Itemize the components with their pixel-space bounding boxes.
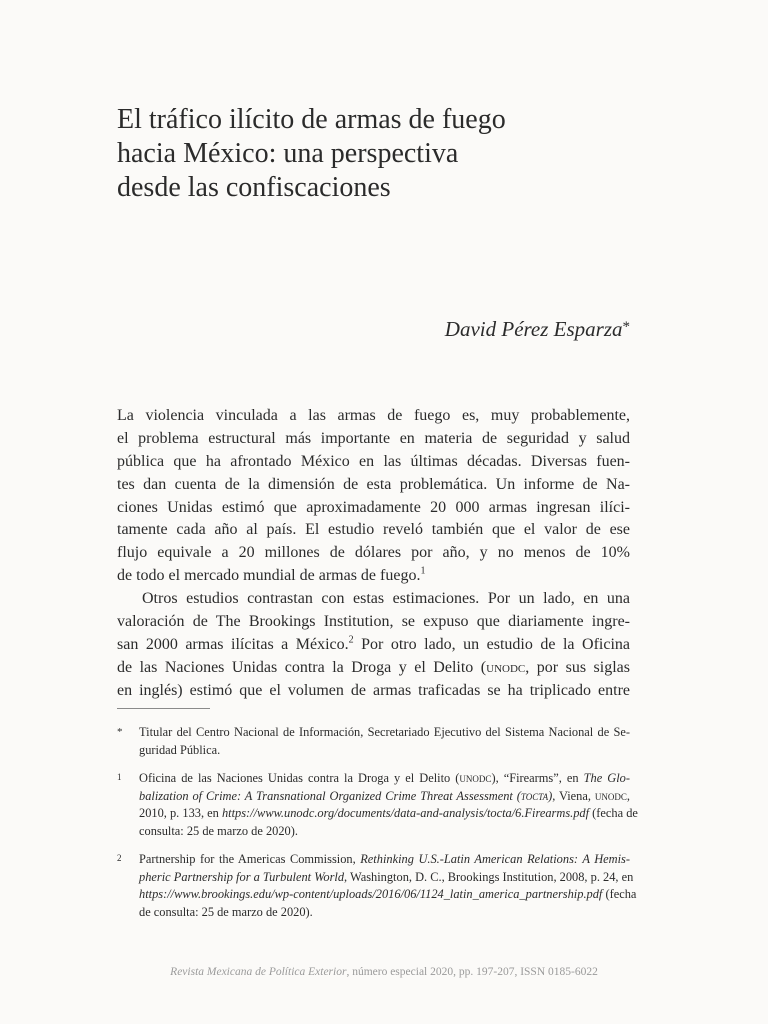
acronym: unodc — [459, 771, 492, 785]
text-line: tes dan cuenta de la dimensión de esta problemática. Un informe de Na- — [117, 475, 630, 493]
text-line: en inglés) estimó que el volumen de armas traficadas se ha triplicado entre — [117, 681, 630, 699]
author-footnote-mark: * — [622, 319, 630, 335]
text-line: pública que ha afrontado México en las últimas décadas. Diversas fuen- — [117, 452, 630, 470]
acronym: unodc — [594, 788, 627, 803]
footnote-line: consulta: 25 de marzo de 2020). — [139, 823, 298, 838]
footnote-line — [139, 770, 630, 788]
citation-url[interactable]: https://www.brookings.edu/wp-content/uploads/2016/06/1124_latin_america_partnership.pdf — [139, 887, 603, 901]
footnote-line — [139, 788, 630, 806]
footnote-line — [139, 886, 637, 904]
text-run: 2010, p. 133, en — [139, 806, 222, 820]
text-run: Por otro lado, un estudio de la Oficina — [353, 635, 630, 653]
text-run: , Washington, D. C., Brookings Institution, 2008, p. 24, en — [344, 869, 634, 884]
footnote-2 — [117, 851, 637, 921]
citation-title: The Glo- — [583, 771, 630, 785]
footnote-1 — [117, 770, 638, 840]
footnote-line: Titular del Centro Nacional de Información, Secretariado Ejecutivo del Sistema Nacional de Se- — [139, 725, 630, 739]
citation-title: Rethinking U.S.-Latin American Relations: A Hemis- — [360, 852, 630, 866]
footnote-line: de consulta: 25 de marzo de 2020). — [139, 904, 313, 919]
footnote-mark: * — [117, 726, 123, 738]
footnote-line — [139, 805, 638, 823]
text-line: valoración de The Brookings Institution, se expuso que diariamente ingre- — [117, 613, 630, 631]
text-line: flujo equivale a 20 millones de dólares por año, y no menos de 10% — [117, 544, 630, 562]
text-line: tamente cada año al país. El estudio reveló también que el valor de ese — [117, 521, 630, 539]
text-line — [117, 565, 630, 588]
citation-title: balization of Crime: A Transnational Organized Crime Threat Assessment ( — [139, 788, 521, 803]
journal-name: Revista Mexicana de Política Exterior — [170, 966, 347, 978]
article-body — [117, 405, 630, 703]
text-run: (fecha de — [589, 806, 638, 820]
citation-title: pheric Partnership for a Turbulent World — [139, 869, 345, 884]
citation-url[interactable]: https://www.unodc.org/documents/data-and-analysis/tocta/6.Firearms.pdf — [221, 806, 590, 820]
text-line: ciones Unidas estimó que aproximadamente 20 000 armas ingresan ilíci- — [117, 498, 630, 516]
acronym: tocta — [520, 788, 549, 803]
author-name: David Pérez Esparza — [444, 317, 623, 341]
citation-title: ) — [548, 788, 553, 803]
text-run: , Viena, — [552, 788, 595, 803]
footnote-line — [139, 851, 630, 869]
text-run: , por sus siglas — [525, 658, 630, 676]
text-line — [117, 634, 630, 657]
paragraph — [117, 588, 630, 702]
footnote-ref: 1 — [420, 565, 426, 577]
author-byline — [445, 317, 630, 342]
text-line: Otros estudios contrastan con estas estimaciones. Por un lado, en una — [142, 590, 630, 608]
footnote-mark: 1 — [117, 772, 122, 782]
title-line: El tráfico ilícito de armas de fuego — [117, 104, 506, 135]
footnote-line: guridad Pública. — [139, 742, 221, 757]
footnote-star — [117, 724, 630, 759]
text-run: de las Naciones Unidas contra la Droga y el Delito ( — [117, 658, 487, 676]
title-line: hacia México: una perspectiva — [117, 138, 459, 169]
text-run: Partnership for the Americas Commission, — [139, 852, 361, 866]
text-line: La violencia vinculada a las armas de fuego es, muy probablemente, — [117, 407, 630, 424]
title-line: desde las confiscaciones — [117, 172, 391, 203]
text-line: el problema estructural más importante en materia de seguridad y salud — [117, 429, 630, 447]
issue-info: , número especial 2020, pp. 197-207, ISSN 0185-6022 — [346, 966, 598, 978]
footnote-divider — [117, 708, 210, 709]
footnote-ref: 2 — [348, 634, 354, 646]
footnote-line — [139, 869, 634, 887]
footnote-mark: 2 — [117, 853, 122, 863]
acronym: unodc — [486, 658, 526, 676]
text-run: , — [626, 788, 630, 803]
text-run: san 2000 armas ilícitas a México. — [117, 635, 349, 653]
article-title — [117, 103, 637, 205]
text-run: ), “Firearms”, en — [491, 771, 584, 785]
running-footer — [0, 966, 768, 978]
text-run: Oficina de las Naciones Unidas contra la Droga y el Delito ( — [139, 771, 460, 785]
paragraph — [117, 405, 630, 588]
text-run: de todo el mercado mundial de armas de fuego. — [117, 567, 421, 585]
text-line — [117, 657, 630, 680]
footnotes — [117, 724, 638, 932]
text-run: (fecha — [602, 887, 637, 901]
